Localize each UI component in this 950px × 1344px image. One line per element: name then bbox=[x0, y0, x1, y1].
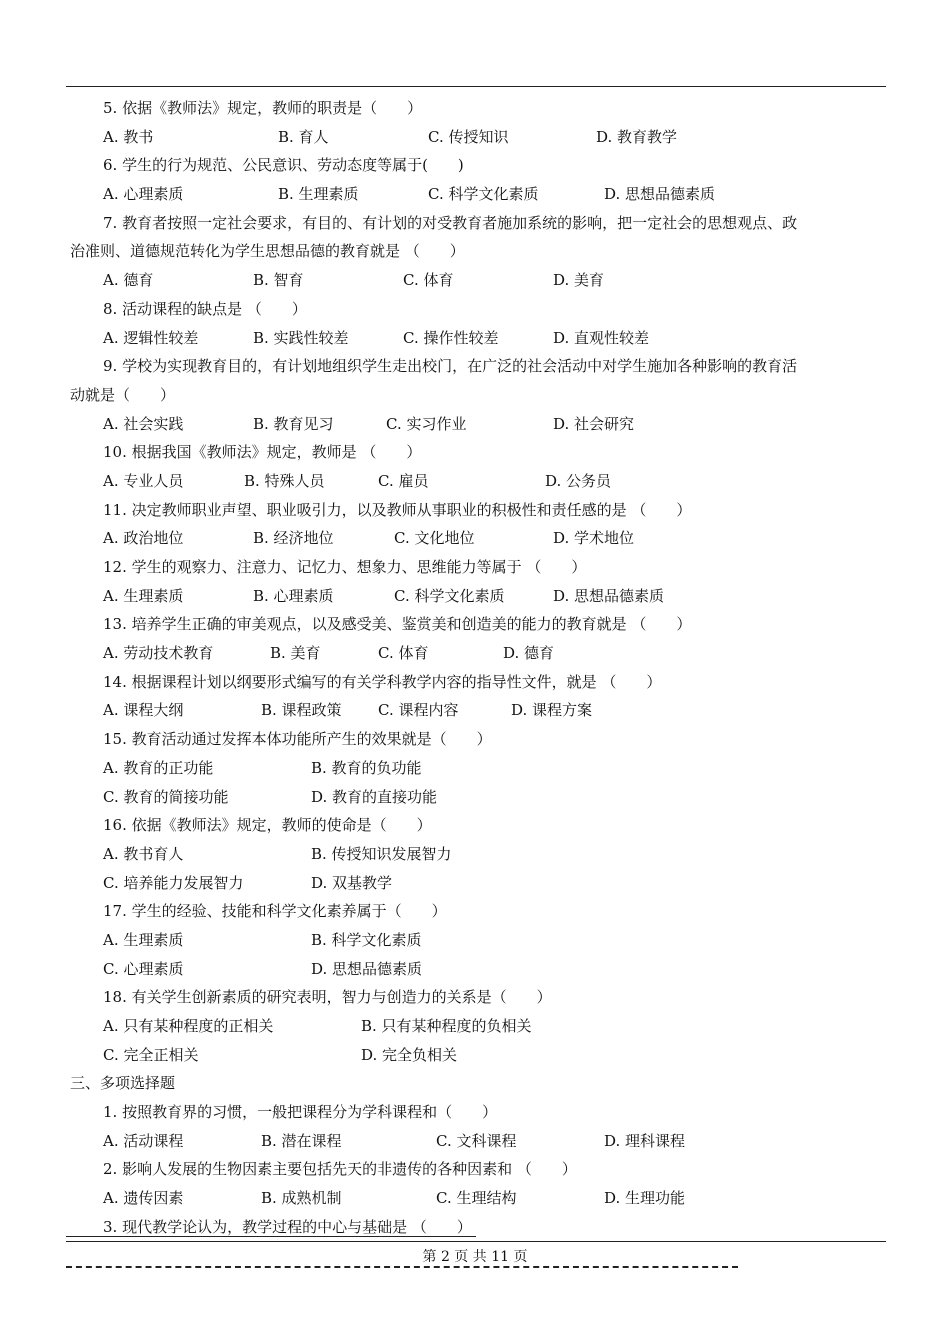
option-row bbox=[0, 266, 950, 295]
option: A. 德育 bbox=[103, 271, 154, 290]
question-stem-continued: 治准则、道德规范转化为学生思想品德的教育就是 （ ） bbox=[70, 242, 465, 261]
option: A. 社会实践 bbox=[103, 414, 184, 433]
option: A. 心理素质 bbox=[103, 185, 184, 204]
option: D. 教育的直接功能 bbox=[311, 787, 438, 806]
option-row bbox=[0, 926, 950, 955]
option: C. 教育的简接功能 bbox=[103, 787, 229, 806]
question-stem: 13. 培养学生正确的审美观点，以及感受美、鉴赏美和创造美的能力的教育就是 （ ） bbox=[103, 615, 692, 634]
option-row bbox=[0, 639, 950, 668]
option: B. 只有某种程度的负相关 bbox=[361, 1017, 532, 1035]
option: B. 美育 bbox=[270, 644, 321, 663]
option: B. 成熟机制 bbox=[261, 1189, 342, 1208]
option: A. 专业人员 bbox=[103, 471, 184, 490]
option-row bbox=[0, 869, 950, 898]
question-stem: 18. 有关学生创新素质的研究表明，智力与创造力的关系是（ ） bbox=[103, 988, 552, 1007]
option: A. 劳动技术教育 bbox=[103, 644, 214, 663]
option: A. 教书育人 bbox=[103, 844, 184, 863]
option-row bbox=[0, 1184, 950, 1213]
option: A. 生理素质 bbox=[103, 930, 184, 949]
option-row bbox=[0, 180, 950, 209]
option: D. 美育 bbox=[553, 271, 605, 290]
option: B. 教育见习 bbox=[253, 414, 334, 433]
option: B. 科学文化素质 bbox=[311, 930, 422, 949]
option: C. 操作性较差 bbox=[403, 328, 499, 347]
option: A. 遗传因素 bbox=[103, 1189, 184, 1208]
option: A. 教书 bbox=[103, 127, 154, 146]
option: B. 潜在课程 bbox=[261, 1131, 342, 1150]
option-row bbox=[0, 324, 950, 353]
option: D. 理科课程 bbox=[604, 1131, 686, 1150]
option: D. 完全负相关 bbox=[361, 1045, 458, 1064]
question-stem: 2. 影响人发展的生物因素主要包括先天的非遗传的各种因素和 （ ） bbox=[103, 1160, 577, 1179]
option: B. 课程政策 bbox=[261, 701, 342, 720]
option: A. 只有某种程度的正相关 bbox=[103, 1017, 274, 1035]
option: B. 智育 bbox=[253, 271, 304, 290]
question-stem: 15. 教育活动通过发挥本体功能所产生的效果就是（ ） bbox=[103, 730, 492, 749]
option: C. 科学文化素质 bbox=[394, 586, 505, 605]
question-list bbox=[0, 94, 950, 1242]
question-stem: 7. 教育者按照一定社会要求，有目的、有计划的对受教育者施加系统的影响，把一定社会的思想观点、政 bbox=[103, 213, 798, 232]
question-stem: 12. 学生的观察力、注意力、记忆力、想象力、思维能力等属于 （ ） bbox=[103, 558, 587, 576]
option: B. 经济地位 bbox=[253, 529, 334, 548]
question-stem: 6. 学生的行为规范、公民意识、劳动态度等属于( ) bbox=[103, 156, 464, 175]
option: D. 思想品德素质 bbox=[311, 959, 423, 978]
option-row bbox=[0, 582, 950, 611]
option-row bbox=[0, 1127, 950, 1156]
option-row bbox=[0, 123, 950, 152]
option: C. 生理结构 bbox=[436, 1189, 517, 1208]
question-stem: 1. 按照教育界的习惯，一般把课程分为学科课程和（ ） bbox=[103, 1103, 498, 1122]
option: D. 公务员 bbox=[545, 471, 612, 490]
option: A. 教育的正功能 bbox=[103, 758, 214, 777]
option: A. 生理素质 bbox=[103, 586, 184, 605]
option: D. 德育 bbox=[503, 644, 555, 663]
option-row bbox=[0, 410, 950, 439]
section-title: 三、多项选择题 bbox=[70, 1074, 176, 1093]
option-row bbox=[0, 524, 950, 553]
question-stem: 16. 依据《教师法》规定，教师的使命是（ ） bbox=[103, 816, 432, 835]
option-row bbox=[0, 467, 950, 496]
option: D. 直观性较差 bbox=[553, 328, 650, 347]
option: C. 实习作业 bbox=[386, 414, 467, 433]
option: D. 思想品德素质 bbox=[553, 586, 665, 605]
question-stem: 11. 决定教师职业声望、职业吸引力，以及教师从事职业的积极性和责任感的是 （ ） bbox=[103, 500, 692, 519]
option: D. 学术地位 bbox=[553, 529, 635, 548]
question-stem: 3. 现代教学论认为，教学过程的中心与基础是 （ ） bbox=[103, 1217, 472, 1236]
option: A. 政治地位 bbox=[103, 529, 184, 548]
question-stem: 5. 依据《教师法》规定，教师的职责是（ ） bbox=[103, 99, 423, 117]
option: B. 特殊人员 bbox=[244, 471, 325, 490]
option: C. 课程内容 bbox=[378, 701, 459, 720]
question-stem: 14. 根据课程计划以纲要形式编写的有关学科教学内容的指导性文件，就是 （ ） bbox=[103, 672, 662, 691]
option: C. 完全正相关 bbox=[103, 1045, 199, 1064]
option: C. 体育 bbox=[378, 644, 429, 663]
option: C. 文科课程 bbox=[436, 1131, 517, 1150]
option: D. 思想品德素质 bbox=[604, 185, 716, 204]
page-number: 第 2 页 共 11 页 bbox=[422, 1249, 528, 1265]
question-stem: 10. 根据我国《教师法》规定，教师是 （ ） bbox=[103, 443, 422, 462]
option: A. 活动课程 bbox=[103, 1131, 184, 1150]
option: C. 文化地位 bbox=[394, 529, 475, 548]
option: B. 实践性较差 bbox=[253, 328, 349, 347]
option: D. 社会研究 bbox=[553, 414, 635, 433]
option-row bbox=[0, 955, 950, 984]
option: C. 心理素质 bbox=[103, 959, 184, 978]
option-row bbox=[0, 696, 950, 725]
option: A. 课程大纲 bbox=[103, 701, 184, 720]
option: D. 教育教学 bbox=[596, 127, 678, 146]
option-row bbox=[0, 1012, 950, 1041]
option: C. 培养能力发展智力 bbox=[103, 873, 244, 892]
option: B. 育人 bbox=[278, 127, 329, 146]
option-row bbox=[0, 840, 950, 869]
question-stem: 17. 学生的经验、技能和科学文化素养属于（ ） bbox=[103, 902, 447, 921]
option: D. 课程方案 bbox=[511, 701, 593, 720]
option-row bbox=[0, 1041, 950, 1070]
option: B. 心理素质 bbox=[253, 586, 334, 605]
option-row bbox=[0, 754, 950, 783]
option: D. 生理功能 bbox=[604, 1189, 686, 1208]
option: C. 传授知识 bbox=[428, 127, 509, 146]
question-stem: 8. 活动课程的缺点是 （ ） bbox=[103, 299, 307, 318]
header-rule bbox=[66, 86, 886, 87]
option: C. 科学文化素质 bbox=[428, 185, 539, 204]
option: A. 逻辑性较差 bbox=[103, 328, 199, 347]
footer-rule bbox=[66, 1241, 886, 1242]
option: C. 体育 bbox=[403, 271, 454, 290]
option: B. 教育的负功能 bbox=[311, 758, 422, 777]
cut-line bbox=[66, 1266, 738, 1268]
option-row bbox=[0, 783, 950, 812]
option: C. 雇员 bbox=[378, 471, 429, 490]
option: D. 双基教学 bbox=[311, 873, 393, 892]
footer-rule-short bbox=[66, 1236, 476, 1237]
question-stem: 9. 学校为实现教育目的，有计划地组织学生走出校门，在广泛的社会活动中对学生施加各种影响的教育活 bbox=[103, 357, 798, 376]
option: B. 生理素质 bbox=[278, 185, 359, 204]
question-stem-continued: 动就是（ ） bbox=[70, 385, 176, 404]
option: B. 传授知识发展智力 bbox=[311, 844, 452, 863]
